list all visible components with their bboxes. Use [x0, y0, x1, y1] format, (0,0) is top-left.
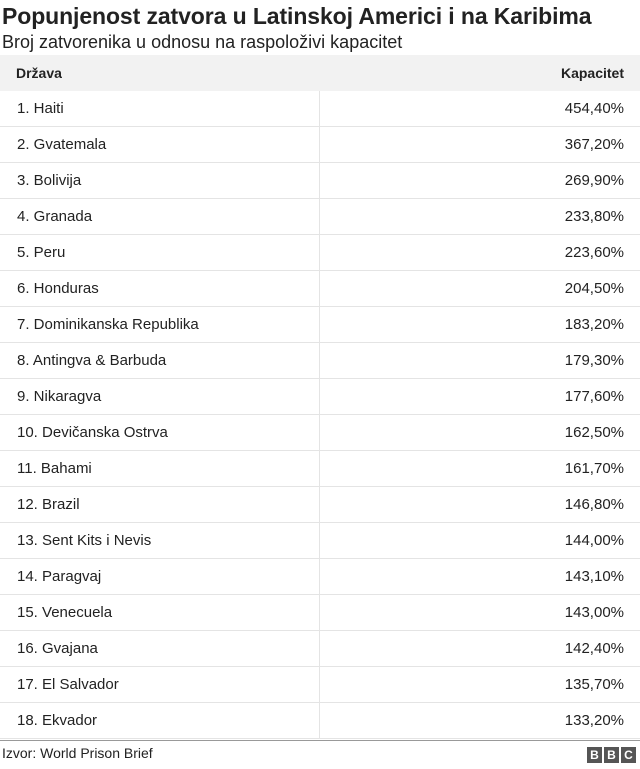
table-row	[0, 379, 640, 415]
country-cell: 6. Honduras	[0, 271, 320, 306]
country-cell: 7. Dominikanska Republika	[0, 307, 320, 342]
country-cell: 10. Devičanska Ostrva	[0, 415, 320, 450]
country-cell: 4. Granada	[0, 199, 320, 234]
capacity-cell: 133,20%	[564, 712, 624, 729]
table-row	[0, 271, 640, 307]
country-cell: 3. Bolivija	[0, 163, 320, 198]
table-row	[0, 199, 640, 235]
capacity-cell: 269,90%	[564, 172, 624, 189]
country-cell: 8. Antingva & Barbuda	[0, 343, 320, 378]
capacity-cell: 367,20%	[564, 136, 624, 153]
capacity-cell: 179,30%	[564, 352, 624, 369]
table-row	[0, 127, 640, 163]
country-cell: 18. Ekvador	[0, 703, 320, 738]
table-row	[0, 415, 640, 451]
logo-letter: B	[587, 747, 602, 763]
table-row	[0, 595, 640, 631]
capacity-cell: 233,80%	[564, 208, 624, 225]
capacity-cell: 162,50%	[564, 424, 624, 441]
table-row	[0, 235, 640, 271]
country-cell: 9. Nikaragva	[0, 379, 320, 414]
capacity-cell: 223,60%	[564, 244, 624, 261]
chart-title: Popunjenost zatvora u Latinskoj Americi i na Karibima	[2, 3, 592, 29]
table-row	[0, 667, 640, 703]
logo-letter: C	[621, 747, 636, 763]
country-cell: 13. Sent Kits i Nevis	[0, 523, 320, 558]
bbc-logo	[587, 747, 636, 763]
capacity-cell: 161,70%	[564, 460, 624, 477]
capacity-cell: 204,50%	[564, 280, 624, 297]
source-note: Izvor: World Prison Brief	[2, 745, 153, 761]
capacity-cell: 454,40%	[564, 100, 624, 117]
capacity-cell: 142,40%	[564, 640, 624, 657]
table-row	[0, 523, 640, 559]
capacity-cell: 135,70%	[564, 676, 624, 693]
column-header-country: Država	[16, 65, 62, 81]
capacity-cell: 144,00%	[564, 532, 624, 549]
table-body	[0, 91, 640, 739]
table-row	[0, 451, 640, 487]
country-cell: 14. Paragvaj	[0, 559, 320, 594]
data-table	[0, 55, 640, 739]
country-cell: 11. Bahami	[0, 451, 320, 486]
country-cell: 16. Gvajana	[0, 631, 320, 666]
column-header-capacity: Kapacitet	[560, 65, 624, 81]
chart-subtitle: Broj zatvorenika u odnosu na raspoloživi kapacitet	[2, 32, 403, 52]
table-row	[0, 487, 640, 523]
table-row	[0, 631, 640, 667]
country-cell: 17. El Salvador	[0, 667, 320, 702]
country-cell: 2. Gvatemala	[0, 127, 320, 162]
country-cell: 15. Venecuela	[0, 595, 320, 630]
country-cell: 12. Brazil	[0, 487, 320, 522]
table-row	[0, 163, 640, 199]
capacity-cell: 143,10%	[564, 568, 624, 585]
footer-divider	[0, 740, 640, 741]
country-cell: 1. Haiti	[0, 91, 320, 126]
table-row	[0, 307, 640, 343]
capacity-cell: 146,80%	[564, 496, 624, 513]
table-row	[0, 91, 640, 127]
table-row	[0, 343, 640, 379]
logo-letter: B	[604, 747, 619, 763]
table-header	[0, 55, 640, 91]
capacity-cell: 183,20%	[564, 316, 624, 333]
table-row	[0, 703, 640, 739]
country-cell: 5. Peru	[0, 235, 320, 270]
table-row	[0, 559, 640, 595]
capacity-cell: 177,60%	[564, 388, 624, 405]
capacity-cell: 143,00%	[564, 604, 624, 621]
